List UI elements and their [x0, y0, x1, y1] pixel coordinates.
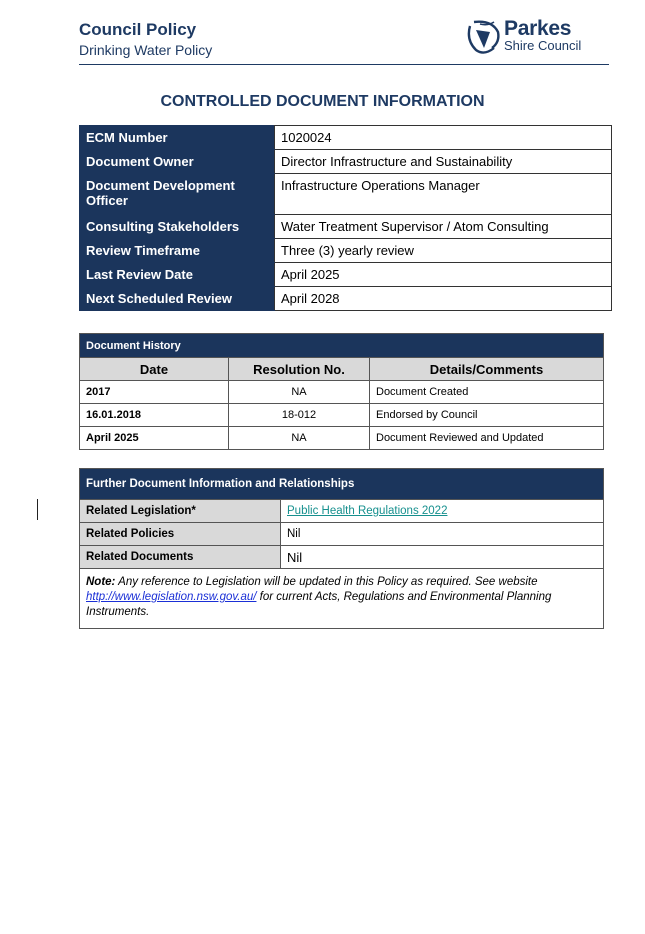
column-header: Date: [80, 358, 229, 381]
related-legislation-value: [281, 500, 604, 523]
council-logo: [464, 18, 609, 58]
table-title: Further Document Information and Relationships: [80, 469, 604, 500]
history-details: Document Created: [370, 381, 604, 404]
header-subtitle: Drinking Water Policy: [79, 42, 213, 58]
row-label: Review Timeframe: [80, 239, 275, 263]
table-row: [80, 381, 604, 404]
row-value: 1020024: [275, 126, 612, 150]
row-value: April 2028: [275, 287, 612, 311]
note-tail: for current Acts, Regulations and Environmental Planning Instruments.: [86, 591, 552, 618]
history-details: Endorsed by Council: [370, 404, 604, 427]
table-row: [80, 500, 604, 523]
document-history-table: [79, 333, 604, 450]
row-label: Document Owner: [80, 150, 275, 174]
row-label: Next Scheduled Review: [80, 287, 275, 311]
further-information-table: [79, 468, 604, 629]
table-row: [80, 263, 612, 287]
column-header: Details/Comments: [370, 358, 604, 381]
table-title-row: [80, 469, 604, 500]
related-policies-value: Nil: [281, 523, 604, 546]
note-body: Any reference to Legislation will be updated in this Policy as required. See website: [115, 576, 538, 588]
history-resolution: NA: [229, 427, 370, 450]
parkes-logo-icon: [464, 18, 502, 56]
note-text: [80, 569, 604, 629]
note-label: Note:: [86, 576, 116, 588]
column-header: Resolution No.: [229, 358, 370, 381]
table-title: Document History: [80, 334, 604, 358]
table-row: [80, 126, 612, 150]
table-title-row: [80, 334, 604, 358]
table-row: [80, 150, 612, 174]
row-label: Last Review Date: [80, 263, 275, 287]
related-legislation-label: Related Legislation*: [80, 500, 281, 523]
row-label: Document Development Officer: [80, 174, 275, 215]
header-title: Council Policy: [79, 20, 197, 39]
table-row: [80, 427, 604, 450]
row-value: Water Treatment Supervisor / Atom Consulting: [275, 215, 612, 239]
row-value: Three (3) yearly review: [275, 239, 612, 263]
legislation-link[interactable]: Public Health Regulations 2022: [287, 505, 448, 517]
row-value: Director Infrastructure and Sustainability: [275, 150, 612, 174]
row-value: April 2025: [275, 263, 612, 287]
history-date: April 2025: [80, 427, 229, 450]
table-row: [80, 523, 604, 546]
related-documents-label: Related Documents: [80, 546, 281, 569]
history-date: 2017: [80, 381, 229, 404]
row-label: Consulting Stakeholders: [80, 215, 275, 239]
history-resolution: NA: [229, 381, 370, 404]
text-cursor: [37, 499, 38, 520]
controlled-info-table: [79, 125, 612, 311]
related-policies-label: Related Policies: [80, 523, 281, 546]
table-row: [80, 404, 604, 427]
table-row: [80, 215, 612, 239]
table-row: [80, 546, 604, 569]
history-date: 16.01.2018: [80, 404, 229, 427]
table-row: [80, 174, 612, 215]
note-row: [80, 569, 604, 629]
history-resolution: 18-012: [229, 404, 370, 427]
page-title: CONTROLLED DOCUMENT INFORMATION: [160, 93, 485, 110]
row-label: ECM Number: [80, 126, 275, 150]
logo-subtitle: Shire Council: [504, 38, 582, 53]
logo-name: Parkes: [504, 17, 572, 40]
related-documents-value: Nil: [281, 546, 604, 569]
column-header-row: [80, 358, 604, 381]
row-value: Infrastructure Operations Manager: [275, 174, 612, 215]
page-header: [79, 17, 609, 65]
table-row: [80, 287, 612, 311]
legislation-website-link[interactable]: http://www.legislation.nsw.gov.au/: [86, 591, 257, 603]
history-details: Document Reviewed and Updated: [370, 427, 604, 450]
table-row: [80, 239, 612, 263]
